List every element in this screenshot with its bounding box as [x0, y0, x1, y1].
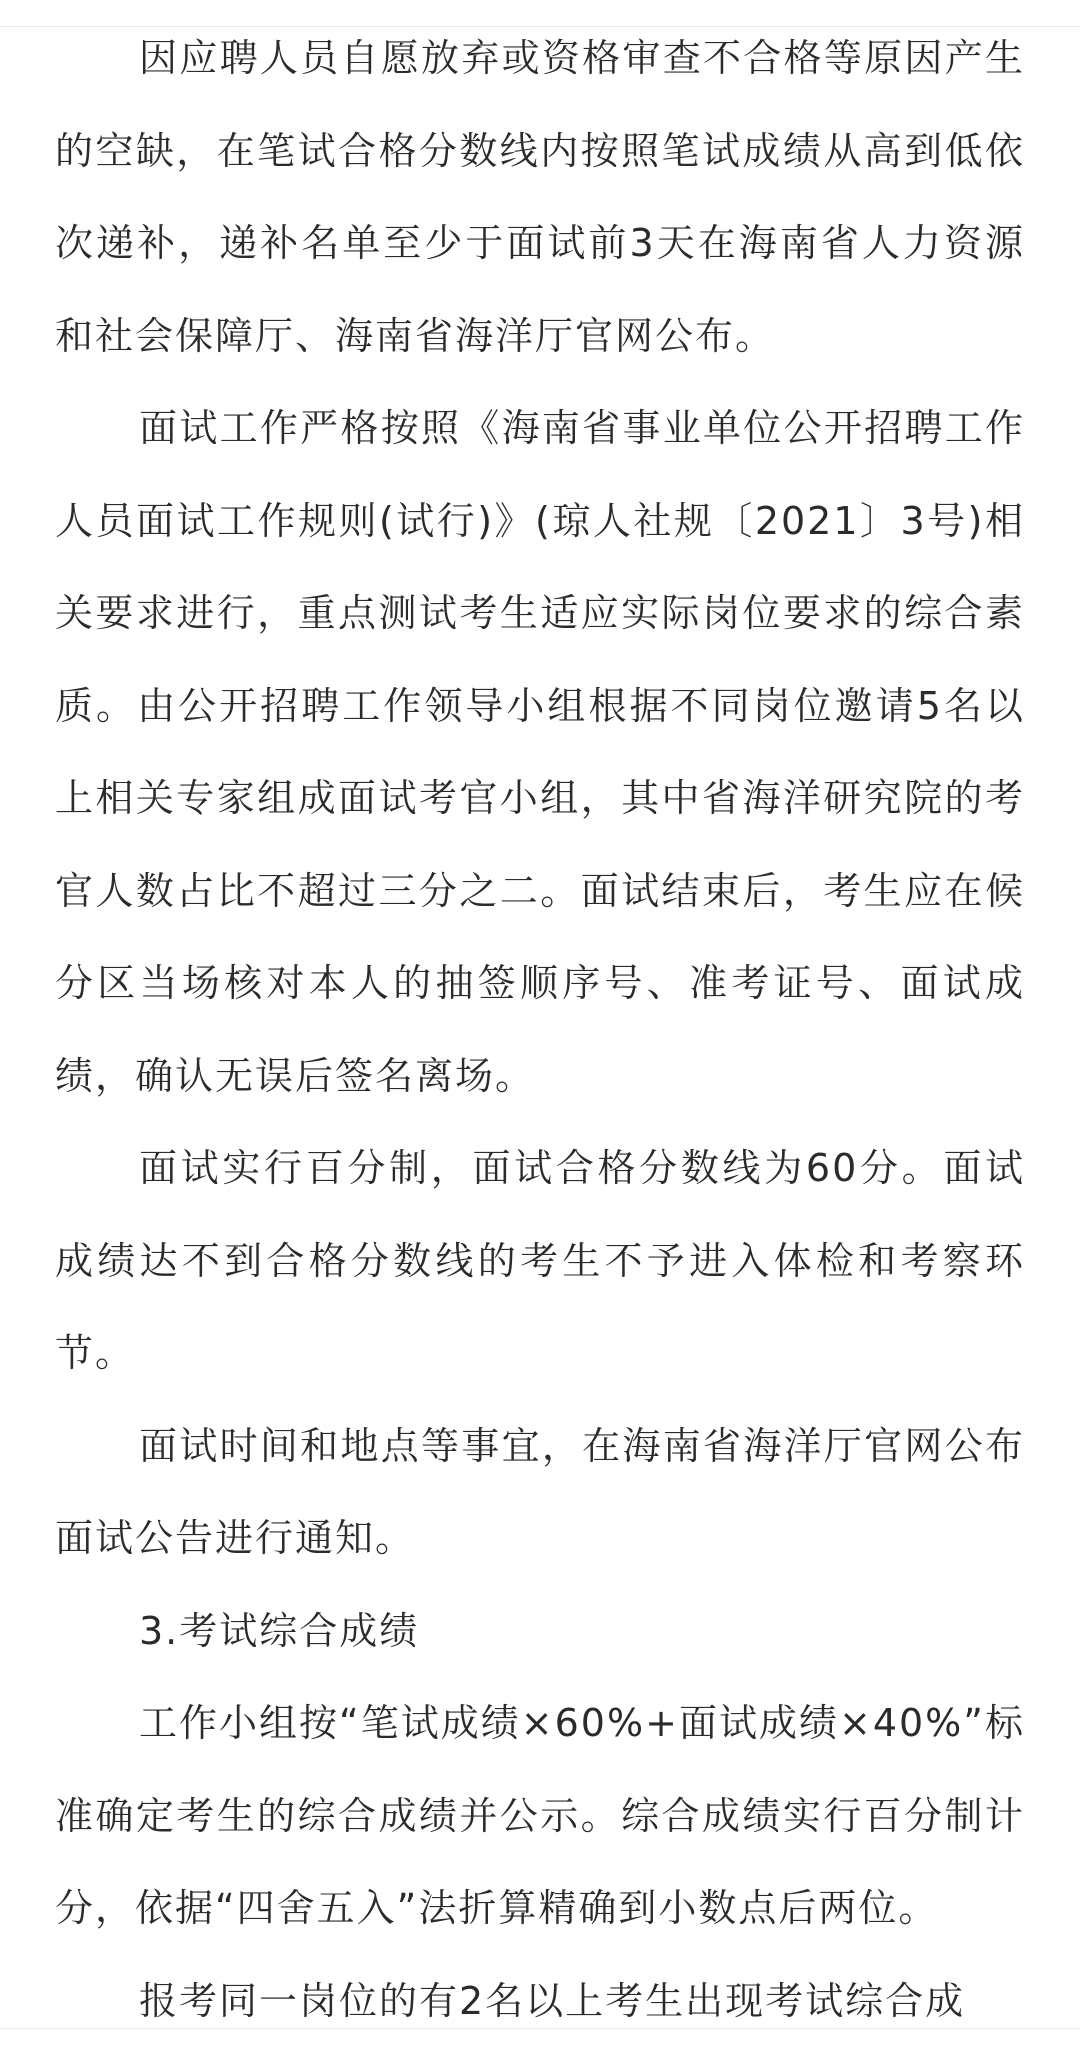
- paragraph-interview-scoring: 面试实行百分制，面试合格分数线为60分。面试成绩达不到合格分数线的考生不予进入体检和考察环节。: [55, 1122, 1025, 1400]
- section-heading-overall-score: 3.考试综合成绩: [55, 1585, 1025, 1678]
- paragraph-tie-rule: 报考同一岗位的有2名以上考生出现考试综合成: [55, 1955, 1025, 2047]
- paragraph-interview-notice: 面试时间和地点等事宜，在海南省海洋厅官网公布面试公告进行通知。: [55, 1400, 1025, 1585]
- bottom-divider: [0, 2028, 1080, 2043]
- paragraph-overall-score-formula: 工作小组按“笔试成绩×60%+面试成绩×40%”标准确定考生的综合成绩并公示。综合成绩实行百分制计分，依据“四舍五入”法折算精确到小数点后两位。: [55, 1677, 1025, 1955]
- paragraph-interview-rules: 面试工作严格按照《海南省事业单位公开招聘工作人员面试工作规则(试行)》(琼人社规〔2021〕3号)相关要求进行，重点测试考生适应实际岗位要求的综合素质。由公开招聘工作领导小组根据不同岗位邀请5名以上相关专家组成面试考官小组，其中省海洋研究院的考官人数占比不超过三分之二。面试结束后，考生应在候分区当场核对本人的抽签顺序号、准考证号、面试成绩，确认无误后签名离场。: [55, 382, 1025, 1122]
- article-body: [55, 12, 1025, 2047]
- paragraph-vacancy-fill: 因应聘人员自愿放弃或资格审查不合格等原因产生的空缺，在笔试合格分数线内按照笔试成绩从高到低依次递补，递补名单至少于面试前3天在海南省人力资源和社会保障厅、海南省海洋厅官网公布。: [55, 12, 1025, 382]
